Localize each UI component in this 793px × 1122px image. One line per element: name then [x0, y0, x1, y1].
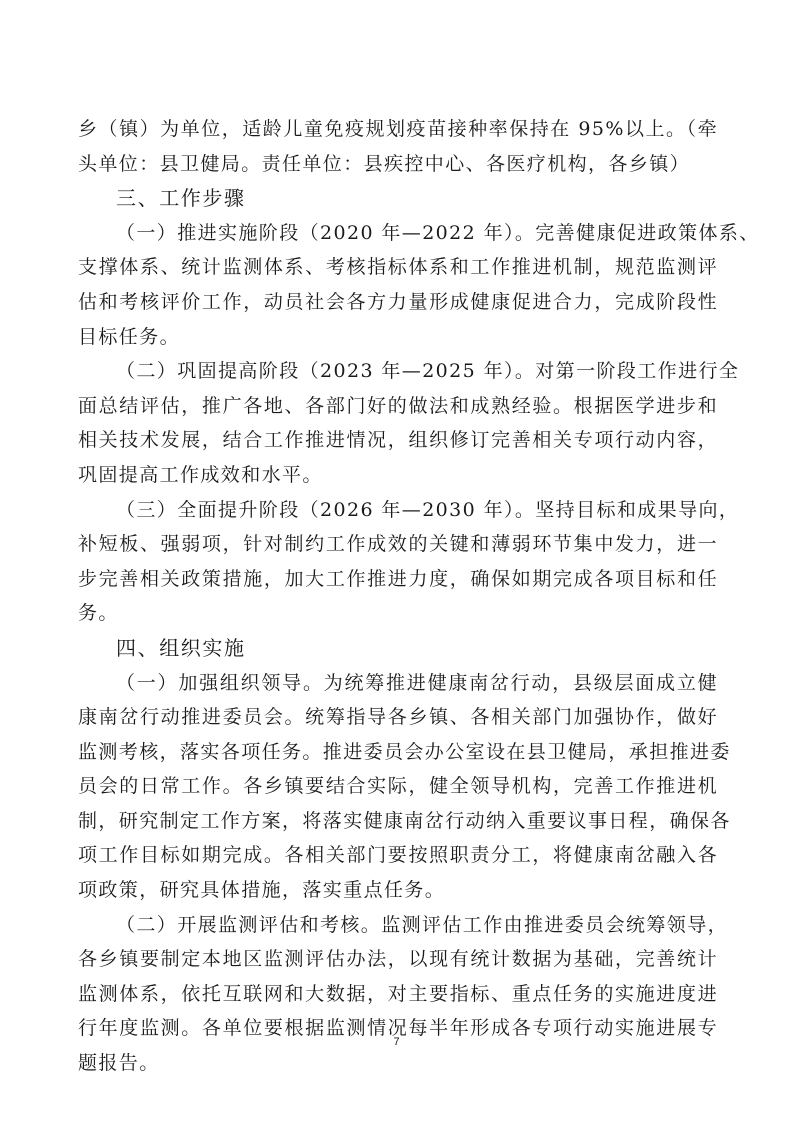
- text-line: 项政策，研究具体措施，落实重点任务。: [78, 879, 446, 902]
- text-line: 项工作目标如期完成。各相关部门要按照职责分工，将健康南岔融入各: [78, 844, 718, 867]
- text-line: 乡（镇）为单位，适龄儿童免疫规划疫苗接种率保持在 95%以上。（牵: [78, 118, 718, 140]
- text-line: 监测体系，依托互联网和大数据，对主要指标、重点任务的实施进度进: [78, 982, 718, 1005]
- paragraph-start-leadership: （一）加强组织领导。为统筹推进健康南岔行动，县级层面成立健: [116, 671, 718, 694]
- text-line: 制，研究制定工作方案，将落实健康南岔行动纳入重要议事日程，确保各: [78, 809, 731, 832]
- body-text: [78, 112, 760, 1081]
- page-number: 7: [393, 1036, 400, 1048]
- section-heading-organization: 四、组织实施: [116, 635, 246, 660]
- text-line: 题报告。: [78, 1052, 160, 1075]
- text-line: 行年度监测。各单位要根据监测情况每半年形成各专项行动实施进展专: [78, 1017, 718, 1040]
- paragraph-start-consolidation-phase: （二）巩固提高阶段（2023 年—2025 年）。对第一阶段工作进行全: [116, 360, 740, 383]
- paragraph-start-comprehensive-phase: （三）全面提升阶段（2026 年—2030 年）。坚持目标和成果导向，: [116, 498, 740, 521]
- section-heading-work-steps: 三、工作步骤: [116, 186, 246, 211]
- text-line: 巩固提高工作成效和水平。: [78, 463, 323, 486]
- text-line: 补短板、强弱项，针对制约工作成效的关键和薄弱环节集中发力，进一: [78, 533, 718, 556]
- text-line: 目标任务。: [78, 325, 181, 348]
- text-line: 监测考核，落实各项任务。推进委员会办公室设在县卫健局，承担推进委: [78, 740, 731, 763]
- text-line: 相关技术发展，结合工作推进情况，组织修订完善相关专项行动内容，: [78, 429, 718, 452]
- text-line: 各乡镇要制定本地区监测评估办法，以现有统计数据为基础，完善统计: [78, 948, 718, 971]
- text-line: 步完善相关政策措施，加大工作推进力度，确保如期完成各项目标和任: [78, 567, 718, 590]
- paragraph-start-implementation-phase: （一）推进实施阶段（2020 年—2022 年）。完善健康促进政策体系、: [116, 221, 760, 244]
- text-line: 员会的日常工作。各乡镇要结合实际，健全领导机构，完善工作推进机: [78, 775, 718, 798]
- paragraph-start-monitoring: （二）开展监测评估和考核。监测评估工作由推进委员会统筹领导，: [116, 913, 729, 936]
- text-line: 估和考核评价工作，动员社会各方力量形成健康促进合力，完成阶段性: [78, 290, 718, 313]
- text-line: 头单位：县卫健局。责任单位：县疾控中心、各医疗机构，各乡镇）: [78, 152, 691, 175]
- text-line: 支撑体系、统计监测体系、考核指标体系和工作推进机制，规范监测评: [78, 256, 718, 279]
- text-line: 康南岔行动推进委员会。统筹指导各乡镇、各相关部门加强协作，做好: [78, 706, 718, 729]
- text-line: 面总结评估，推广各地、各部门好的做法和成熟经验。根据医学进步和: [78, 394, 718, 417]
- text-line: 务。: [78, 602, 119, 625]
